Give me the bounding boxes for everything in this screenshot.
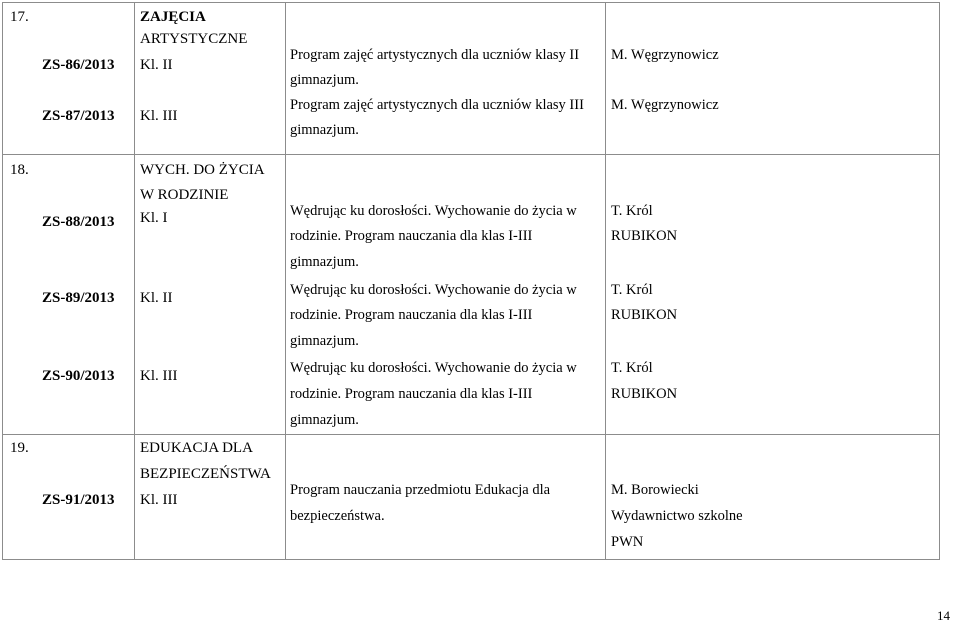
row-number: 19. bbox=[10, 440, 29, 456]
row-number: 18. bbox=[10, 162, 29, 178]
program-title-line: gimnazjum. bbox=[290, 122, 359, 138]
program-title-line: rodzinie. Program nauczania dla klas I-III bbox=[290, 307, 533, 323]
program-title-line: gimnazjum. bbox=[290, 333, 359, 349]
program-code: ZS-91/2013 bbox=[42, 492, 115, 508]
author-line: RUBIKON bbox=[611, 307, 678, 323]
author-line: PWN bbox=[611, 534, 644, 550]
row-number: 17. bbox=[10, 9, 29, 25]
author-line: M. Węgrzynowicz bbox=[611, 47, 719, 63]
author-line: RUBIKON bbox=[611, 228, 678, 244]
class-level: Kl. III bbox=[140, 108, 178, 124]
program-title-line: gimnazjum. bbox=[290, 254, 359, 270]
subject-line: WYCH. DO ŻYCIA bbox=[140, 162, 265, 178]
author-line: T. Król bbox=[611, 282, 653, 298]
class-level: Kl. II bbox=[140, 57, 173, 73]
program-title-line: gimnazjum. bbox=[290, 412, 359, 428]
class-level: Kl. III bbox=[140, 368, 178, 384]
program-title-line: Program zajęć artystycznych dla uczniów klasy II bbox=[290, 47, 580, 63]
subject-line: EDUKACJA DLA bbox=[140, 440, 253, 456]
program-title-line: Wędrując ku dorosłości. Wychowanie do życia w bbox=[290, 360, 577, 376]
program-title-line: gimnazjum. bbox=[290, 72, 359, 88]
class-level: Kl. I bbox=[140, 210, 168, 226]
author-line: M. Węgrzynowicz bbox=[611, 97, 719, 113]
program-title-line: bezpieczeństwa. bbox=[290, 508, 385, 524]
subject-line: W RODZINIE bbox=[140, 187, 229, 203]
program-title-line: Wędrując ku dorosłości. Wychowanie do życia w bbox=[290, 282, 577, 298]
subject-line: ZAJĘCIA bbox=[140, 9, 206, 25]
author-line: Wydawnictwo szkolne bbox=[611, 508, 743, 524]
class-level: Kl. II bbox=[140, 290, 173, 306]
subject-line: BEZPIECZEŃSTWA bbox=[140, 466, 271, 482]
program-code: ZS-88/2013 bbox=[42, 214, 115, 230]
author-line: T. Król bbox=[611, 360, 653, 376]
class-level: Kl. III bbox=[140, 492, 178, 508]
author-line: RUBIKON bbox=[611, 386, 678, 402]
subject-line: ARTYSTYCZNE bbox=[140, 31, 248, 47]
program-title-line: Wędrując ku dorosłości. Wychowanie do życia w bbox=[290, 203, 577, 219]
author-line: T. Król bbox=[611, 203, 653, 219]
page-number: 14 bbox=[937, 608, 950, 623]
program-code: ZS-89/2013 bbox=[42, 290, 115, 306]
author-line: M. Borowiecki bbox=[611, 482, 699, 498]
program-title-line: rodzinie. Program nauczania dla klas I-III bbox=[290, 228, 533, 244]
program-code: ZS-87/2013 bbox=[42, 108, 115, 124]
program-title-line: rodzinie. Program nauczania dla klas I-III bbox=[290, 386, 533, 402]
program-code: ZS-90/2013 bbox=[42, 368, 115, 384]
program-code: ZS-86/2013 bbox=[42, 57, 115, 73]
program-title-line: Program nauczania przedmiotu Edukacja dla bbox=[290, 482, 551, 498]
program-title-line: Program zajęć artystycznych dla uczniów klasy III bbox=[290, 97, 584, 113]
